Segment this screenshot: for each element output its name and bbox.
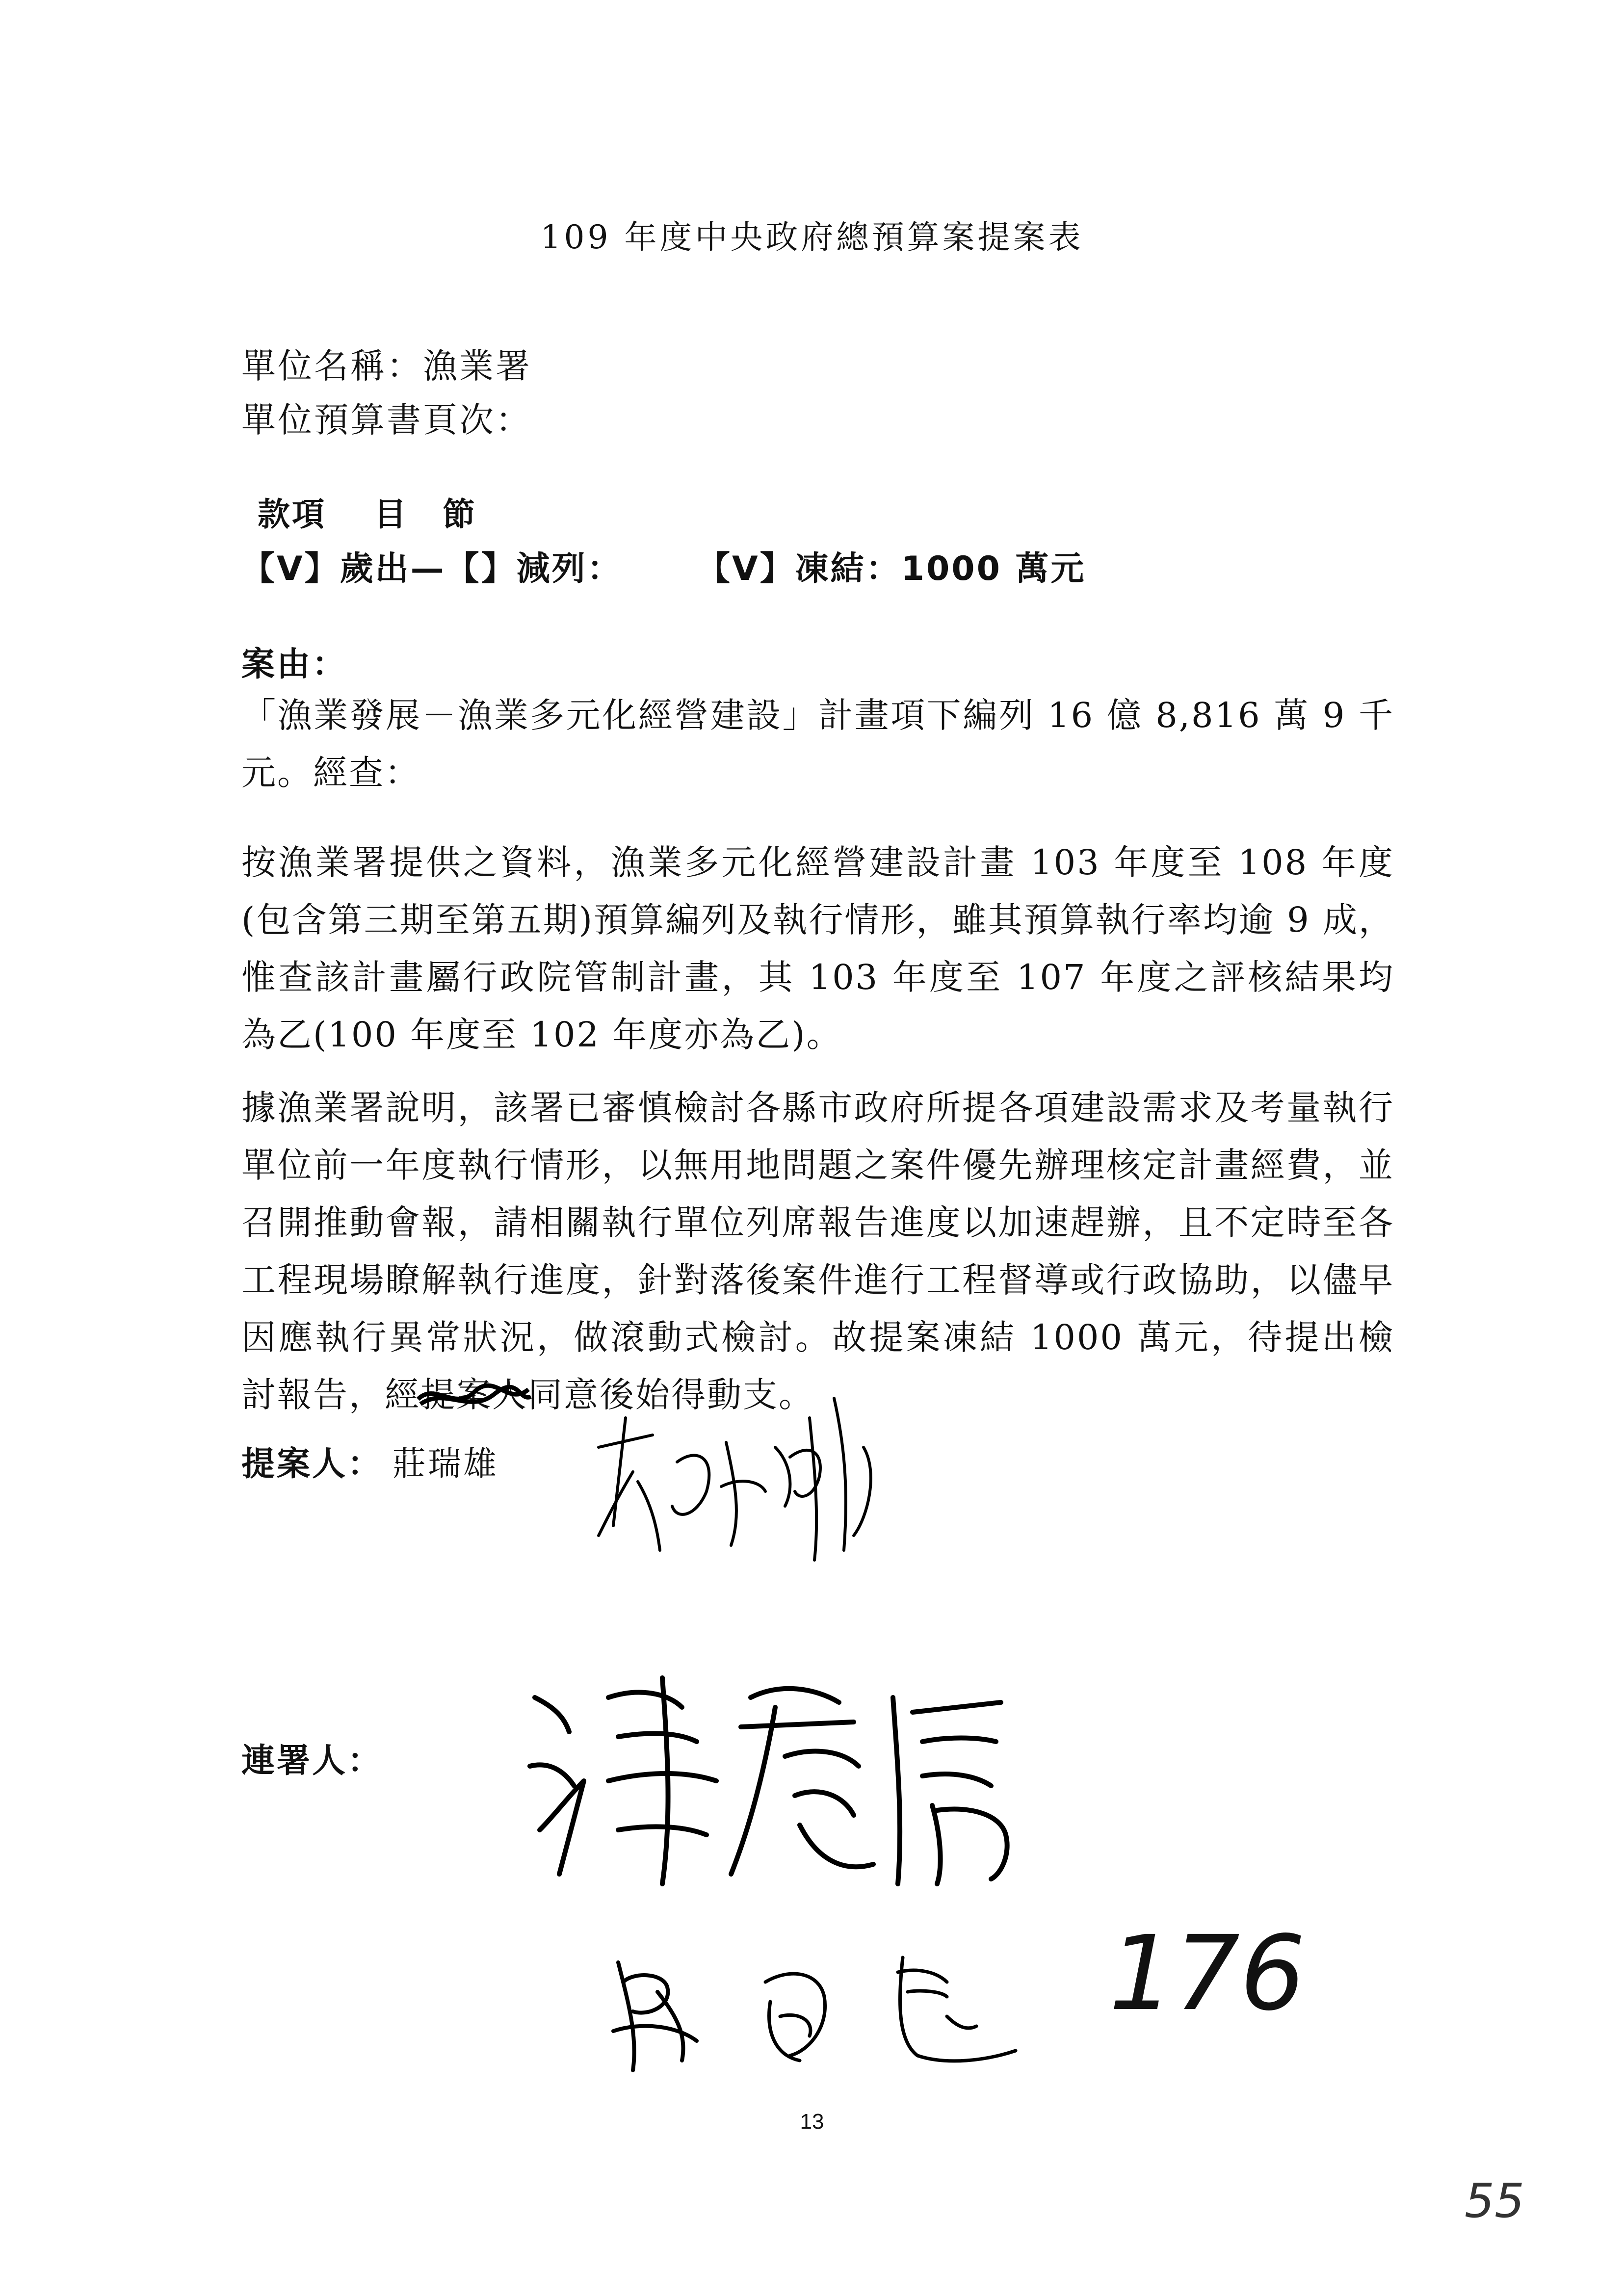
freeze-mark: 【V】凍結：1000 萬元 [697, 549, 1086, 588]
handwritten-number: 176 [1109, 1913, 1306, 2034]
struck-text: 提案人 [420, 1375, 528, 1415]
proposer-signature [579, 1388, 893, 1575]
scribble-strike [416, 1377, 533, 1416]
reason-label: 案由： [241, 645, 348, 684]
paragraph-2: 按漁業署提供之資料，漁業多元化經營建設計畫 103 年度至 108 年度(包含第三期至第五期)預算編列及執行情形，雖其預算執行率均逾 9 成，惟查該計畫屬行政院管制計畫，其 103 年度至 107 年度之評核結果均為乙(100 年度至 102 年度亦為乙)。 [241, 842, 1394, 1055]
cosigner-label: 連署人： [241, 1742, 383, 1780]
section-heading: 款項 目 節 [258, 496, 477, 533]
cosigner-signature-1 [520, 1668, 1035, 1894]
document-title: 109 年度中央政府總預算案提案表 [540, 218, 1084, 256]
proposer-name: 莊瑞雄 [393, 1445, 499, 1484]
proposer-label: 提案人： [241, 1445, 383, 1484]
paragraph-1: 「漁業發展－漁業多元化經營建設」計畫項下編列 16 億 8,816 萬 9 千元。經查： [241, 695, 1394, 793]
cosigner-signature-2 [603, 1943, 1025, 2080]
unit-budget-page: 單位預算書頁次： [241, 400, 532, 440]
paragraph-3-text: 據漁業署說明，該署已審慎檢討各縣市政府所提各項建設需求及考量執行單位前一年度執行情形，以無用地問題之案件優先辦理核定計畫經費，並召開推動會報，請相關執行單位列席報告進度以加速趕辦，且不定時至各工程現場瞭解執行進度，針對落後案件進行工程督導或行政協助，以儘早因應執行異常狀況，做滾動式檢討。故提案凍結 1000 萬元，待提出檢討報告，經 [241, 1088, 1394, 1415]
expenditure-mark: 【V】歲出—【】減列： [241, 549, 623, 588]
paragraph-3: 據漁業署說明，該署已審慎檢討各縣市政府所提各項建設需求及考量執行單位前一年度執行情形，以無用地問題之案件優先辦理核定計畫經費，並召開推動會報，請相關執行單位列席報告進度以加速趕辦，且不定時至各工程現場瞭解執行進度，針對落後案件進行工程督導或行政協助，以儘早因應執行異常狀況，做滾動式檢討。故提案凍結 1000 萬元，待提出檢討報告，經提案人 同意後始得動支。 [241, 1079, 1394, 1424]
unit-name: 單位名稱：漁業署 [241, 346, 532, 386]
corner-page-number: 55 [1465, 2173, 1525, 2228]
page-number: 13 [800, 2110, 824, 2134]
